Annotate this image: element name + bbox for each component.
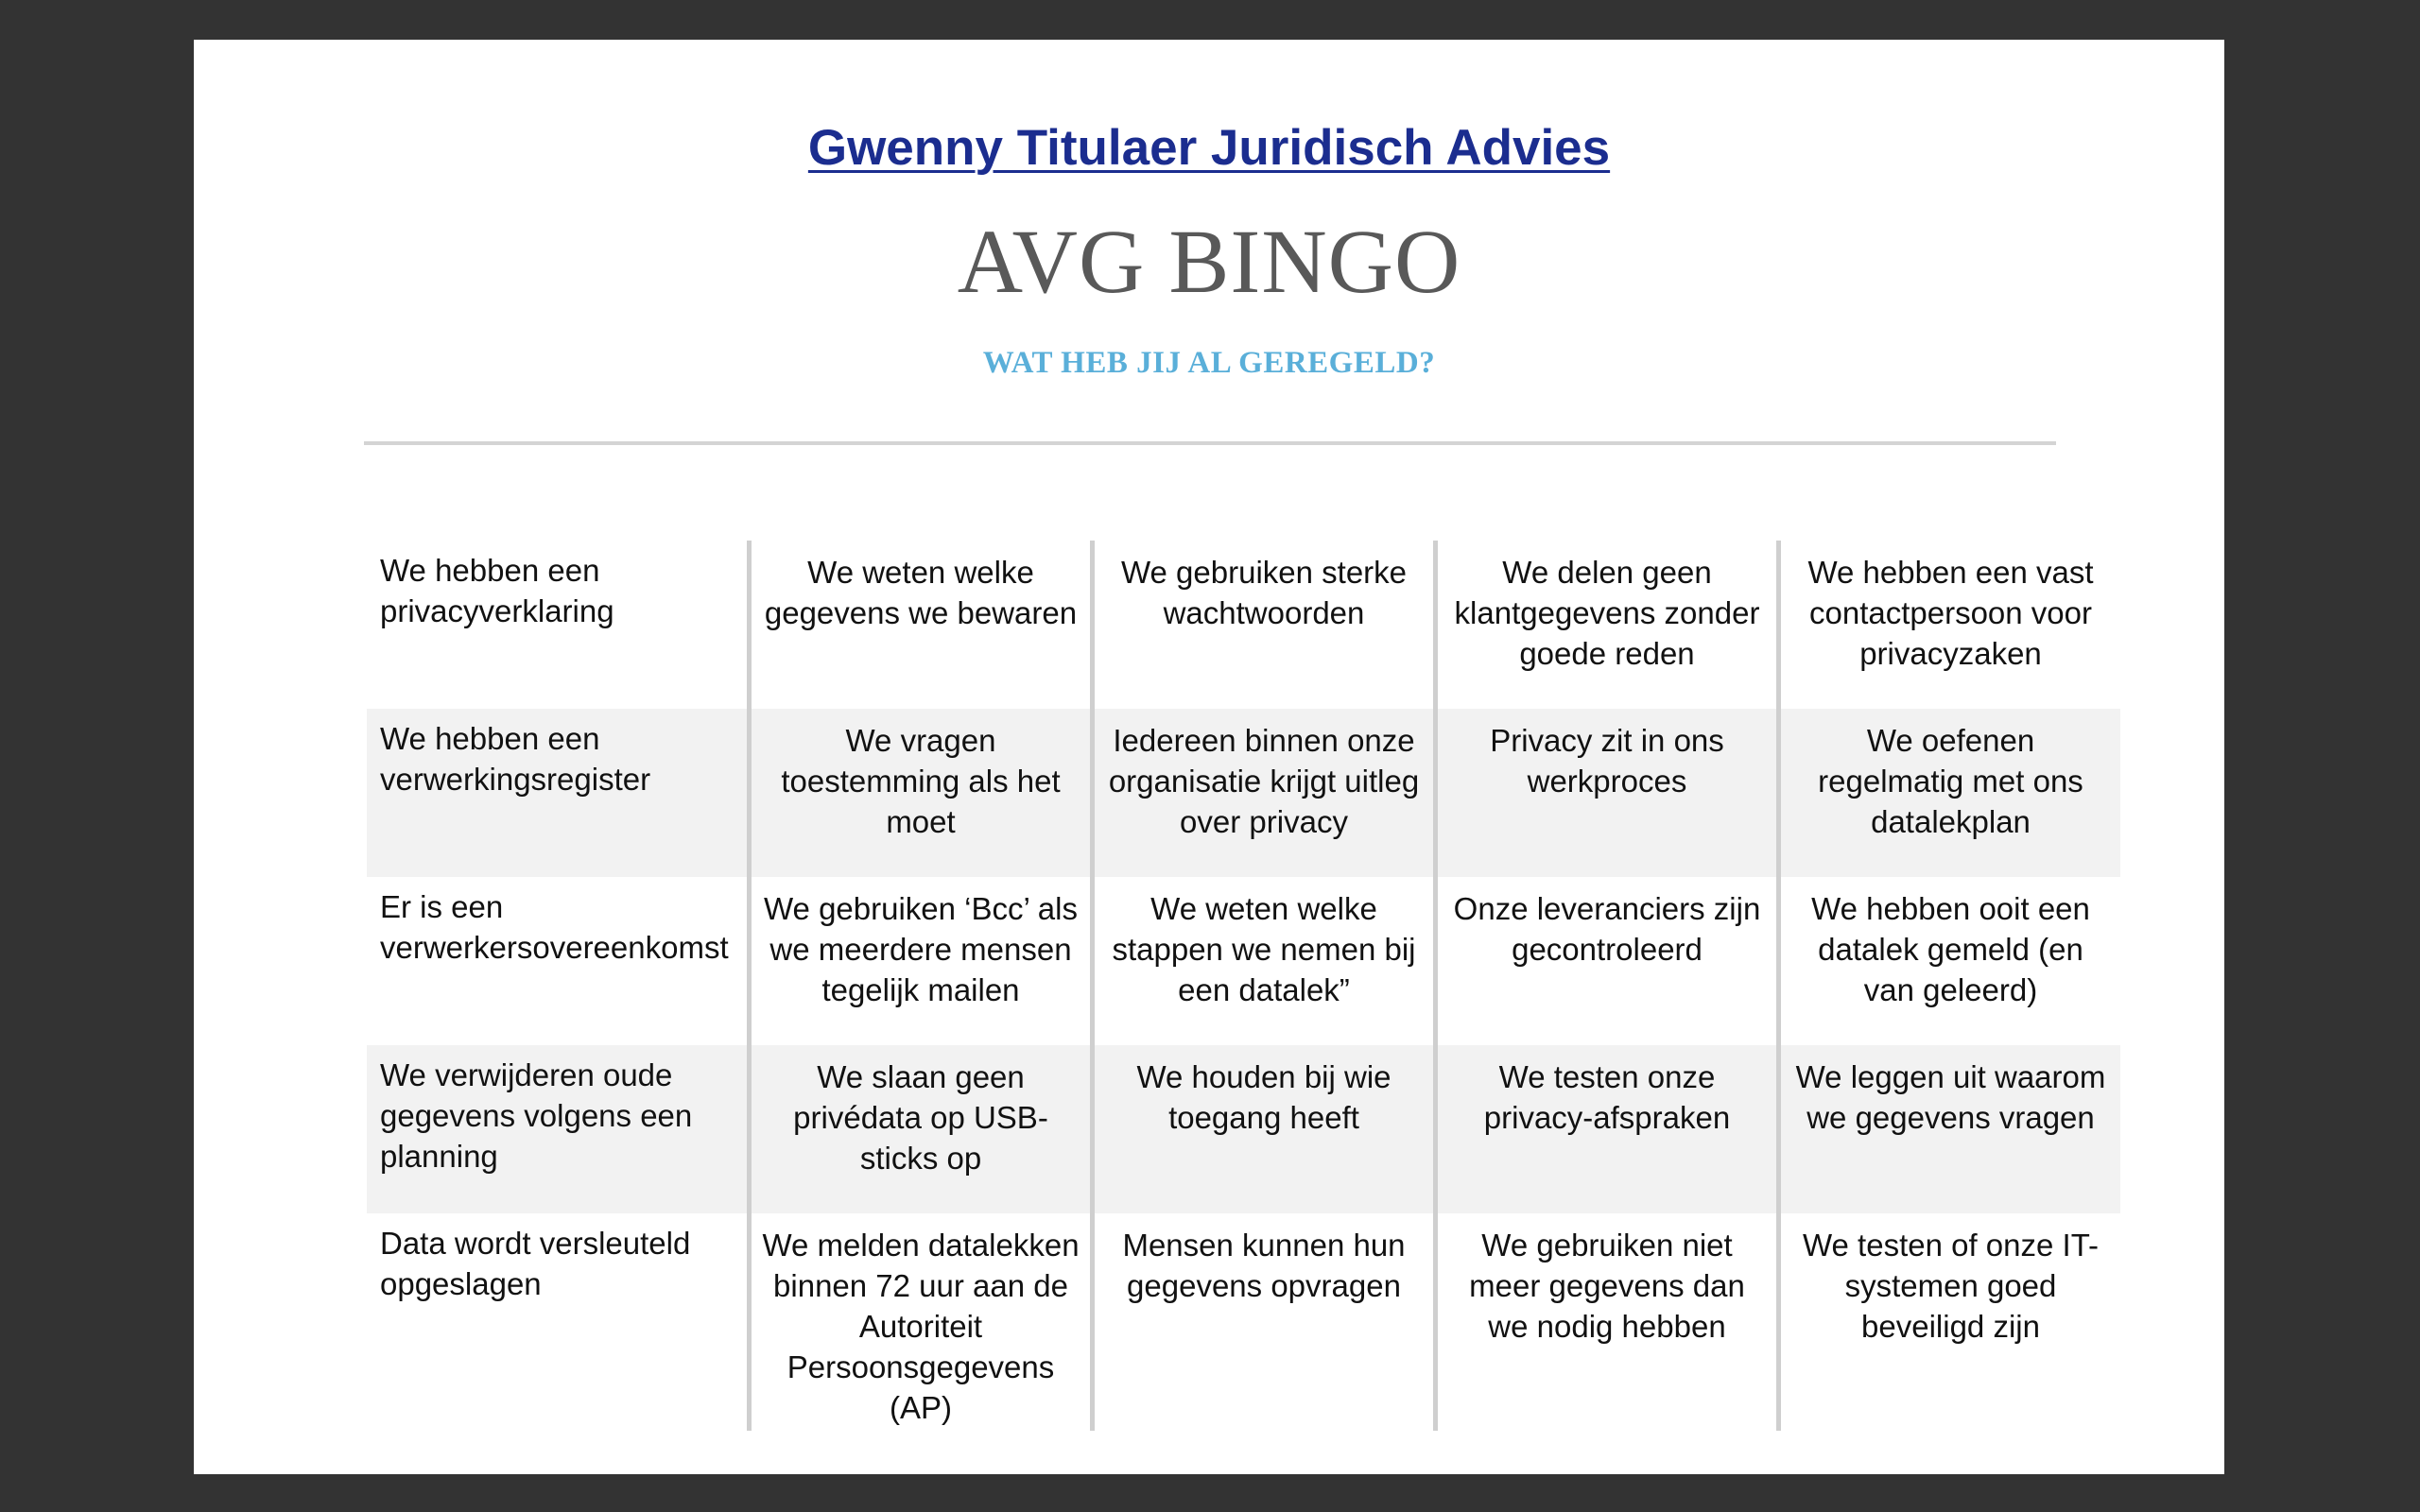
bingo-cell: We gebruiken ‘Bcc’ als we meerdere mensen tegelijk mailen	[747, 877, 1090, 1045]
bingo-cell: We hebben ooit een datalek gemeld (en van geleerd)	[1776, 877, 2120, 1045]
bingo-cell: We hebben een vast contactpersoon voor privacyzaken	[1776, 541, 2120, 709]
bingo-cell: We gebruiken sterke wachtwoorden	[1090, 541, 1433, 709]
bingo-cell: Data wordt versleuteld opgeslagen	[380, 1226, 691, 1301]
bingo-cell: We melden datalekken binnen 72 uur aan de Autoriteit Persoonsgegevens (AP)	[747, 1213, 1090, 1431]
bingo-cell: We testen onze privacy-afspraken	[1433, 1045, 1776, 1213]
page-title: AVG BINGO	[957, 211, 1461, 312]
bingo-cell: Onze leveranciers zijn gecontroleerd	[1433, 877, 1776, 1045]
bingo-cell: Mensen kunnen hun gegevens opvragen	[1090, 1213, 1433, 1431]
document-page	[194, 40, 2224, 1474]
bingo-cell: Er is een verwerkersovereenkomst	[380, 889, 729, 965]
bingo-cell: We delen geen klantgegevens zonder goede reden	[1433, 541, 1776, 709]
bingo-cell: We leggen uit waarom we gegevens vragen	[1776, 1045, 2120, 1213]
bingo-cell: Iedereen binnen onze organisatie krijgt uitleg over privacy	[1090, 709, 1433, 877]
bingo-cell: We slaan geen privédata op USB-sticks op	[747, 1045, 1090, 1213]
bingo-cell: We hebben een verwerkingsregister	[367, 709, 747, 877]
page-subtitle: WAT HEB JIJ AL GEREGELD?	[982, 346, 1436, 380]
horizontal-divider	[364, 441, 2056, 445]
bingo-cell: We weten welke gegevens we bewaren	[747, 541, 1090, 709]
bingo-cell: We testen of onze IT-systemen goed beveiligd zijn	[1776, 1213, 2120, 1431]
bingo-cell: Privacy zit in ons werkproces	[1433, 709, 1776, 877]
bingo-cell: We verwijderen oude gegevens volgens een planning	[367, 1045, 747, 1213]
bingo-cell: We weten welke stappen we nemen bij een datalek”	[1090, 877, 1433, 1045]
bingo-grid	[367, 541, 2120, 1431]
firm-name-heading	[194, 115, 2224, 181]
bingo-cell: We houden bij wie toegang heeft	[1090, 1045, 1433, 1213]
bingo-cell: We oefenen regelmatig met ons datalekplan	[1776, 709, 2120, 877]
firm-name-link[interactable]: Gwenny Titulaer Juridisch Advies	[807, 120, 1611, 176]
bingo-cell: We gebruiken niet meer gegevens dan we nodig hebben	[1433, 1213, 1776, 1431]
bingo-cell: We hebben een privacyverklaring	[380, 553, 614, 628]
bingo-cell: We vragen toestemming als het moet	[747, 709, 1090, 877]
